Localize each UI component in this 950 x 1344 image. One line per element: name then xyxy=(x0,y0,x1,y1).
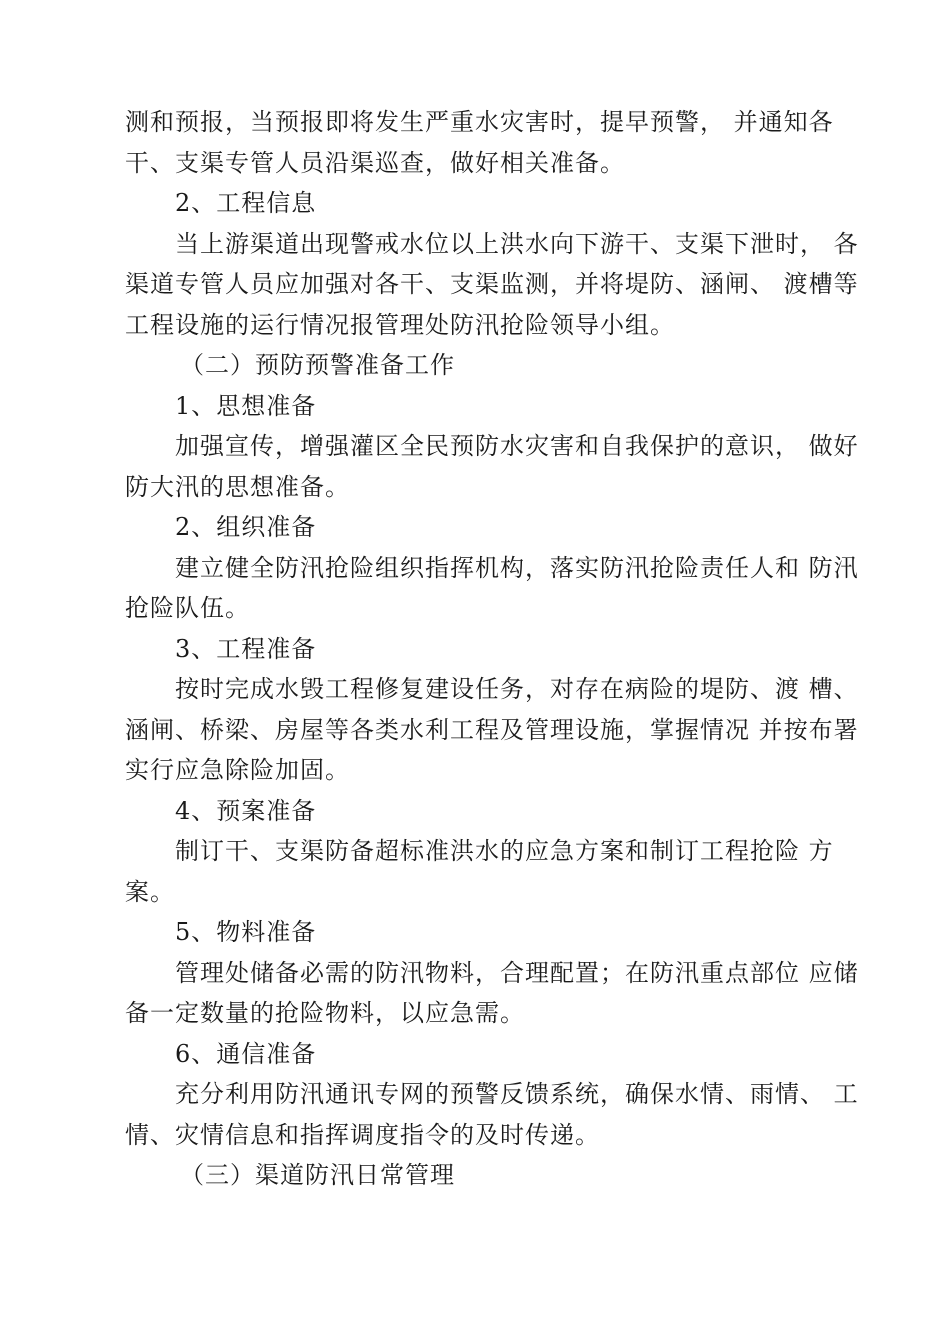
text-line: 涵闸、桥梁、房屋等各类水利工程及管理设施，掌握情况 并按布署 xyxy=(125,715,859,744)
text-line: 测和预报，当预报即将发生严重水灾害时，提早预警， 并通知各 xyxy=(125,108,834,136)
text-line: 按时完成水毁工程修复建设任务，对存在病险的堤防、渡 槽、 xyxy=(175,675,859,703)
text-line: 渠道专管人员应加强对各干、支渠监测，并将堤防、涵闸、 渡槽等 xyxy=(125,270,859,298)
text-line: 防大汛的思想准备。 xyxy=(125,472,350,501)
text-line: 充分利用防汛通讯专网的预警反馈系统，确保水情、雨情、 工 xyxy=(175,1080,859,1108)
text-line: 案。 xyxy=(125,877,175,906)
text-line: 备一定数量的抢险物料，以应急需。 xyxy=(125,999,525,1027)
text-line: 干、支渠专管人员沿渠巡查，做好相关准备。 xyxy=(125,148,625,177)
text-line: 抢险队伍。 xyxy=(125,594,250,622)
text-line: 工程设施的运行情况报管理处防汛抢险领导小组。 xyxy=(125,310,675,339)
section-heading: 2、组织准备 xyxy=(175,513,317,541)
text-line: 加强宣传，增强灌区全民预防水灾害和自我保护的意识， 做好 xyxy=(175,432,859,460)
section-heading: （二）预防预警准备工作 xyxy=(180,351,455,379)
text-line: 情、灾情信息和指挥调度指令的及时传递。 xyxy=(125,1120,600,1149)
section-heading: 1、思想准备 xyxy=(175,391,317,420)
section-heading: 5、物料准备 xyxy=(175,918,317,946)
text-line: 管理处储备必需的防汛物料，合理配置；在防汛重点部位 应储 xyxy=(175,958,859,987)
section-heading: 2、工程信息 xyxy=(175,189,317,217)
section-heading: 3、工程准备 xyxy=(175,634,317,663)
text-line: 制订干、支渠防备超标准洪水的应急方案和制订工程抢险 方 xyxy=(175,837,834,865)
section-heading: （三）渠道防汛日常管理 xyxy=(180,1161,455,1189)
section-heading: 6、通信准备 xyxy=(175,1039,317,1068)
text-line: 当上游渠道出现警戒水位以上洪水向下游干、支渠下泄时， 各 xyxy=(175,229,859,258)
text-line: 实行应急除险加固。 xyxy=(125,756,350,784)
section-heading: 4、预案准备 xyxy=(175,796,317,825)
document-body xyxy=(125,102,859,1196)
text-line: 建立健全防汛抢险组织指挥机构，落实防汛抢险责任人和 防汛 xyxy=(175,553,859,582)
